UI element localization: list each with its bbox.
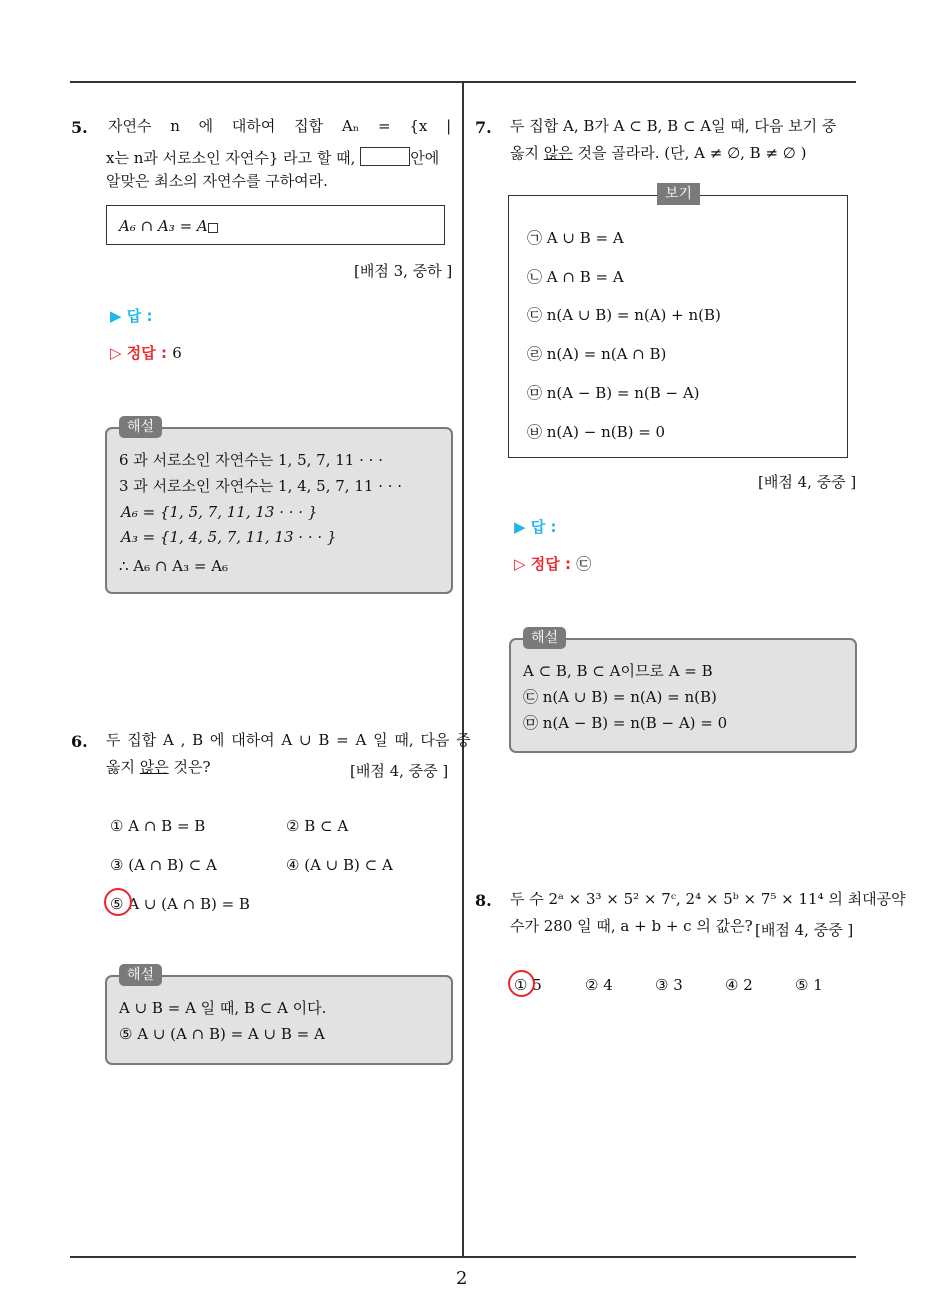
correct-answer: ▷ 정답 : 6 — [110, 344, 182, 362]
choice-4[interactable]: ④ 2 — [725, 976, 753, 994]
score-label: [배점 4, 중중 ] — [758, 473, 857, 491]
question-number: 7. — [475, 118, 492, 137]
page-number: 2 — [456, 1268, 468, 1289]
answer-blank-box — [360, 147, 410, 166]
explanation-tab: 해설 — [523, 627, 566, 649]
bogi-item: ㉤ n(A − B) = n(B − A) — [527, 384, 700, 402]
choice-1[interactable]: ① 5 — [514, 976, 542, 994]
bogi-item: ㉡ A ∩ B = A — [527, 268, 624, 286]
column-divider — [462, 82, 464, 1258]
answer-label: ▶ 답 : — [514, 518, 557, 536]
question-text-line: 옳지 않은 것은? — [106, 758, 211, 776]
explanation-line: A₃ = {1, 4, 5, 7, 11, 13 · · · } — [121, 528, 337, 546]
explanation-line: ∴ A₆ ∩ A₃ = A₆ — [119, 557, 229, 575]
answer-label: ▶ 답 : — [110, 307, 153, 325]
choice-5[interactable]: ⑤ 1 — [795, 976, 823, 994]
explanation-box — [509, 638, 857, 753]
expression-box — [106, 205, 445, 245]
explanation-line: A ∪ B = A 일 때, B ⊂ A 이다. — [119, 999, 327, 1017]
bogi-tab: 보기 — [657, 183, 700, 205]
choice-5[interactable]: ⑤ A ∪ (A ∩ B) = B — [110, 895, 250, 913]
score-label: [배점 4, 중중 ] — [755, 921, 854, 939]
question-text-line: 두 수 2ᵃ × 3³ × 5² × 7ᶜ, 2⁴ × 5ᵇ × 7⁵ × 11⁴ 의 최대공약 — [510, 890, 906, 908]
question-text-line: x는 n과 서로소인 자연수} 라고 할 때, 안에 — [106, 149, 440, 167]
score-label: [배점 4, 중중 ] — [350, 762, 449, 780]
question-number: 5. — [71, 118, 88, 137]
question-number: 6. — [71, 732, 88, 751]
question-text-line: 수가 280 일 때, a + b + c 의 값은? — [510, 917, 753, 935]
correct-answer-value: 6 — [172, 344, 182, 362]
score-label: [배점 3, 중하 ] — [354, 262, 453, 280]
choice-2[interactable]: ② 4 — [585, 976, 613, 994]
explanation-line: ㉤ n(A − B) = n(B − A) = 0 — [523, 714, 728, 732]
choice-1[interactable]: ① A ∩ B = B — [110, 817, 206, 835]
explanation-line: ㉢ n(A ∪ B) = n(A) = n(B) — [523, 688, 717, 706]
correct-answer-value: ㉢ — [576, 555, 592, 573]
correct-answer: ▷ 정답 : ㉢ — [514, 555, 592, 573]
explanation-box — [105, 975, 453, 1065]
explanation-line: A ⊂ B, B ⊂ A이므로 A = B — [523, 662, 713, 680]
question-text-line: 알맞은 최소의 자연수를 구하여라. — [106, 172, 328, 190]
question-text-line: 두 집합 A, B가 A ⊂ B, B ⊂ A일 때, 다음 보기 중 — [510, 117, 837, 135]
explanation-line: 3 과 서로소인 자연수는 1, 4, 5, 7, 11 · · · — [119, 477, 403, 495]
explanation-line: 6 과 서로소인 자연수는 1, 5, 7, 11 · · · — [119, 451, 383, 469]
choice-3[interactable]: ③ 3 — [655, 976, 683, 994]
question-text-line: 자연수 n 에 대하여 집합 Aₙ = {x | — [108, 117, 452, 135]
bogi-item: ㉢ n(A ∪ B) = n(A) + n(B) — [527, 306, 721, 324]
explanation-tab: 해설 — [119, 416, 162, 438]
explanation-tab: 해설 — [119, 964, 162, 986]
bogi-item: ㉠ A ∪ B = A — [527, 229, 624, 247]
bogi-item: ㉣ n(A) = n(A ∩ B) — [527, 345, 667, 363]
question-text-line: 두 집합 A , B 에 대하여 A ∪ B = A 일 때, 다음 중 — [106, 731, 471, 749]
correct-choice-mark — [508, 970, 535, 997]
explanation-box — [105, 427, 453, 594]
question-number: 8. — [475, 891, 492, 910]
bogi-item: ㉥ n(A) − n(B) = 0 — [527, 423, 666, 441]
expression: A₆ ∩ A₃ = A — [119, 219, 218, 234]
choice-4[interactable]: ④ (A ∪ B) ⊂ A — [286, 856, 393, 874]
explanation-line: A₆ = {1, 5, 7, 11, 13 · · · } — [121, 503, 318, 521]
small-blank-box — [208, 223, 218, 233]
correct-choice-mark — [104, 888, 132, 916]
bogi-box — [508, 195, 848, 458]
explanation-line: ⑤ A ∪ (A ∩ B) = A ∪ B = A — [119, 1025, 325, 1043]
question-text-line: 옳지 않은 것을 골라라. (단, A ≠ ∅, B ≠ ∅ ) — [510, 144, 807, 162]
choice-3[interactable]: ③ (A ∩ B) ⊂ A — [110, 856, 217, 874]
choice-2[interactable]: ② B ⊂ A — [286, 817, 349, 835]
